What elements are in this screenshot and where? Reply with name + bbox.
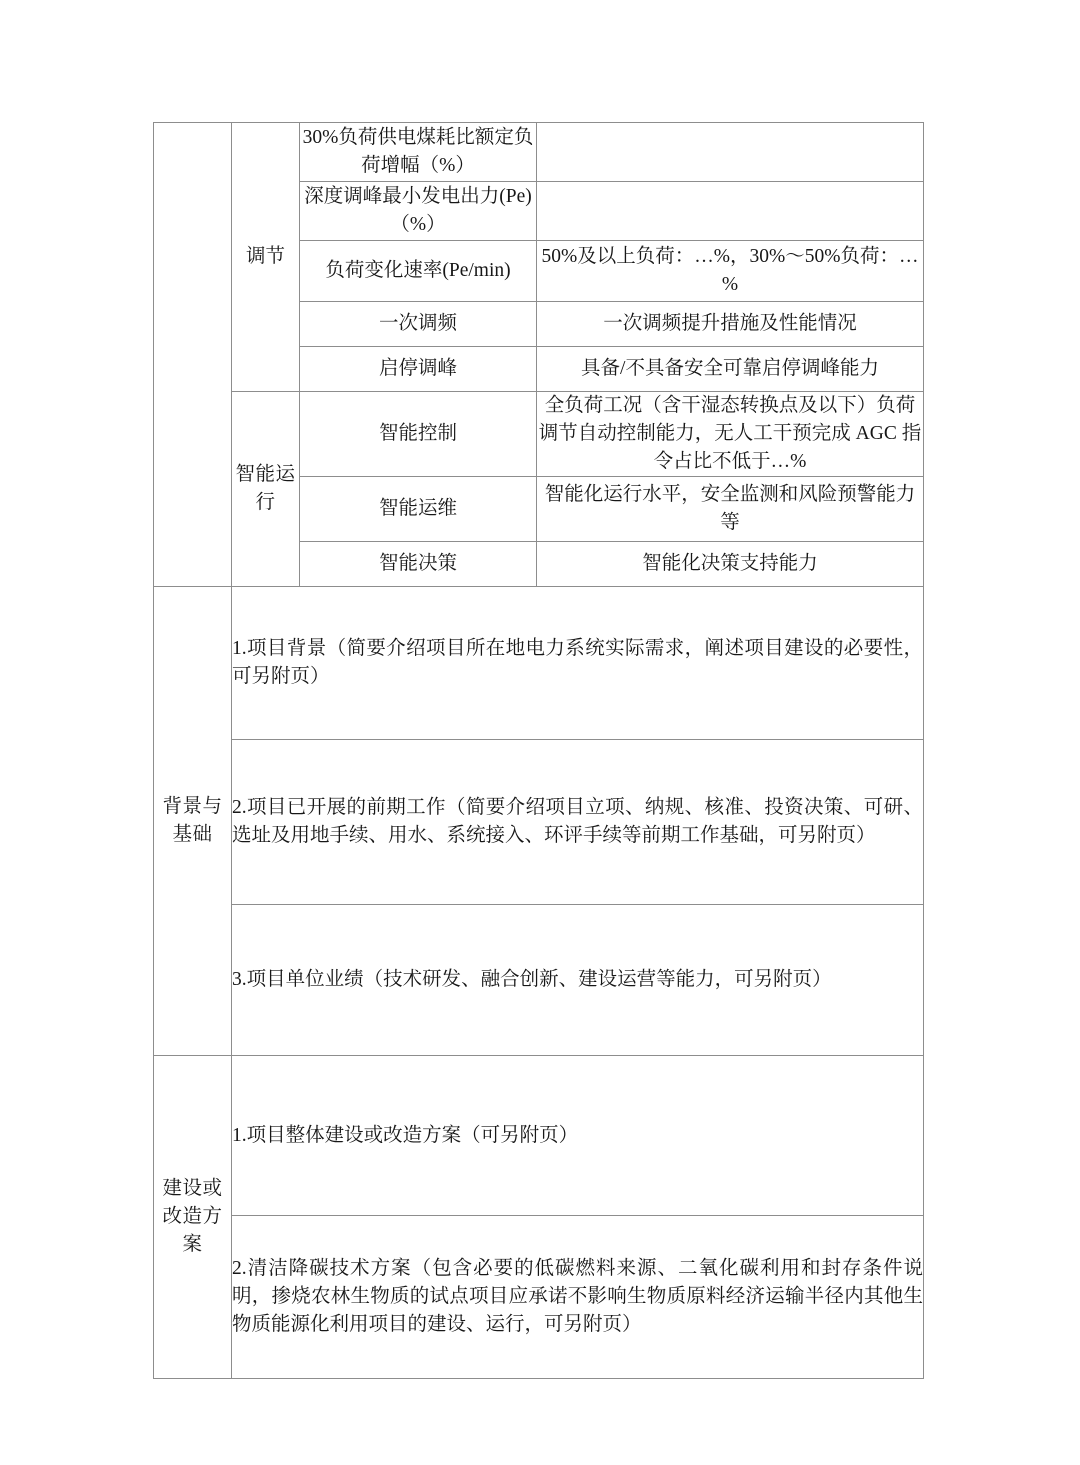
value-smart-control[interactable]: 全负荷工况（含干湿态转换点及以下）负荷调节自动控制能力，无人工干预完成 AGC 指令占比不低于…% — [537, 392, 924, 477]
item-deep-peak-min-output: 深度调峰最小发电出力(Pe)（%） — [300, 182, 537, 241]
background-item-3[interactable]: 3.项目单位业绩（技术研发、融合创新、建设运营等能力，可另附页） — [232, 905, 924, 1056]
item-smart-ops: 智能运维 — [300, 477, 537, 542]
value-smart-decision[interactable]: 智能化决策支持能力 — [537, 542, 924, 587]
table-row — [154, 587, 924, 740]
table-row — [154, 905, 924, 1056]
background-item-1[interactable]: 1.项目背景（简要介绍项目所在地电力系统实际需求，阐述项目建设的必要性，可另附页） — [232, 587, 924, 740]
group-label-construction-plan: 建设或改造方案 — [154, 1056, 232, 1379]
group-label-background-basis: 背景与基础 — [154, 587, 232, 1056]
value-smart-ops[interactable]: 智能化运行水平，安全监测和风险预警能力等 — [537, 477, 924, 542]
table-row — [154, 1216, 924, 1379]
item-start-stop-peak: 启停调峰 — [300, 347, 537, 392]
item-primary-frequency: 一次调频 — [300, 302, 537, 347]
item-smart-decision: 智能决策 — [300, 542, 537, 587]
value-coal-consumption[interactable] — [537, 123, 924, 182]
table-row — [154, 123, 924, 182]
value-deep-peak-min-output[interactable] — [537, 182, 924, 241]
plan-item-1[interactable]: 1.项目整体建设或改造方案（可另附页） — [232, 1056, 924, 1216]
item-smart-control: 智能控制 — [300, 392, 537, 477]
table-row — [154, 740, 924, 905]
group-label-smart-operation: 智能运行 — [232, 392, 300, 587]
value-start-stop-peak[interactable]: 具备/不具备安全可靠启停调峰能力 — [537, 347, 924, 392]
category-col-continuation — [154, 123, 232, 587]
requirements-form-table — [153, 122, 924, 1379]
item-load-change-rate: 负荷变化速率(Pe/min) — [300, 241, 537, 302]
background-item-2[interactable]: 2.项目已开展的前期工作（简要介绍项目立项、纳规、核准、投资决策、可研、选址及用地手续、用水、系统接入、环评手续等前期工作基础，可另附页） — [232, 740, 924, 905]
value-load-change-rate[interactable]: 50%及以上负荷：…%，30%～50%负荷：…% — [537, 241, 924, 302]
group-label-adjust: 调节 — [232, 123, 300, 392]
table-row — [154, 1056, 924, 1216]
item-coal-consumption: 30%负荷供电煤耗比额定负荷增幅（%） — [300, 123, 537, 182]
value-primary-frequency[interactable]: 一次调频提升措施及性能情况 — [537, 302, 924, 347]
plan-item-2[interactable]: 2.清洁降碳技术方案（包含必要的低碳燃料来源、二氧化碳利用和封存条件说明，掺烧农林生物质的试点项目应承诺不影响生物质原料经济运输半径内其他生物质能源化利用项目的建设、运行，可另附页） — [232, 1216, 924, 1379]
table-row — [154, 392, 924, 477]
